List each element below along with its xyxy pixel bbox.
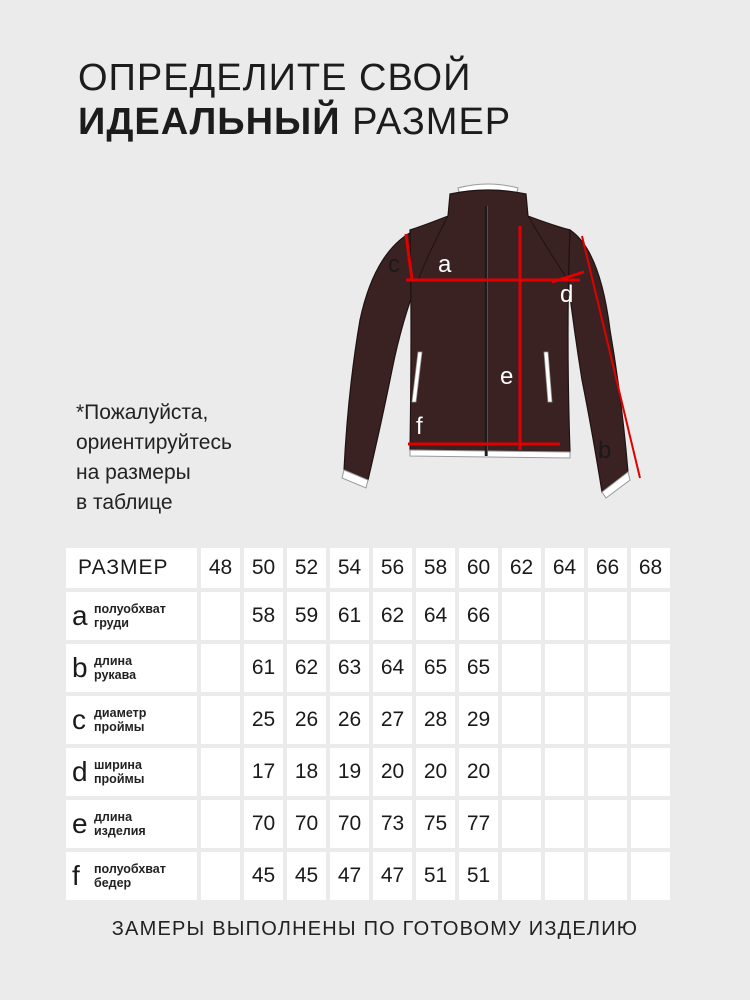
table-cell: 51 <box>459 852 498 900</box>
description-line: диаметр <box>94 706 147 720</box>
size-header-label: РАЗМЕР <box>66 548 197 588</box>
label-a: a <box>438 251 452 278</box>
left-sleeve <box>344 230 418 480</box>
table-cell <box>502 852 541 900</box>
table-cell: 19 <box>330 748 369 796</box>
measurement-description <box>94 706 146 734</box>
table-cell <box>631 748 670 796</box>
table-cell <box>502 644 541 692</box>
table-cell <box>545 852 584 900</box>
table-cell <box>545 800 584 848</box>
description-line: длина <box>94 654 133 668</box>
table-cell: 61 <box>330 592 369 640</box>
size-cell: 58 <box>416 548 455 588</box>
table-cell <box>588 592 627 640</box>
size-cell: 50 <box>244 548 283 588</box>
label-b: b <box>598 437 612 464</box>
table-cell <box>545 644 584 692</box>
size-cell: 62 <box>502 548 541 588</box>
jacket-diagram <box>330 180 660 500</box>
table-cell <box>588 852 627 900</box>
description-line: проймы <box>94 720 145 734</box>
description-line: изделия <box>94 824 146 838</box>
table-cell: 26 <box>287 696 326 744</box>
size-cell: 52 <box>287 548 326 588</box>
table-cell: 77 <box>459 800 498 848</box>
measurement-letter: c <box>72 704 86 735</box>
description-line: длина <box>94 810 133 824</box>
title-line-2 <box>78 100 511 144</box>
measurement-label <box>66 696 197 744</box>
table-cell <box>588 748 627 796</box>
measurement-description <box>94 654 136 682</box>
table-cell: 29 <box>459 696 498 744</box>
table-cell: 64 <box>373 644 412 692</box>
table-cell <box>588 800 627 848</box>
table-cell: 65 <box>459 644 498 692</box>
size-cell: 54 <box>330 548 369 588</box>
measurement-label <box>66 748 197 796</box>
size-cell: 66 <box>588 548 627 588</box>
note-line: на размеры <box>76 461 191 484</box>
table-cell <box>201 852 240 900</box>
table-cell <box>631 852 670 900</box>
table-cell <box>201 644 240 692</box>
table-cell: 18 <box>287 748 326 796</box>
measurement-label <box>66 644 197 692</box>
table-row <box>66 852 670 900</box>
table-cell <box>588 644 627 692</box>
size-header-row <box>66 548 670 588</box>
size-cell: 48 <box>201 548 240 588</box>
size-cell: 64 <box>545 548 584 588</box>
measurement-letter: b <box>72 652 88 683</box>
table-cell: 51 <box>416 852 455 900</box>
table-cell: 70 <box>287 800 326 848</box>
label-d: d <box>560 281 574 308</box>
title-rest: РАЗМЕР <box>340 101 512 143</box>
table-cell: 73 <box>373 800 412 848</box>
size-cell: 68 <box>631 548 670 588</box>
table-cell <box>201 592 240 640</box>
table-cell: 64 <box>416 592 455 640</box>
table-cell: 45 <box>287 852 326 900</box>
measurement-label <box>66 592 197 640</box>
table-cell <box>588 696 627 744</box>
label-c: c <box>388 251 400 278</box>
table-cell: 25 <box>244 696 283 744</box>
measurement-label <box>66 800 197 848</box>
description-line: полуобхват <box>94 602 166 616</box>
table-cell: 75 <box>416 800 455 848</box>
table-cell <box>631 696 670 744</box>
table-cell: 59 <box>287 592 326 640</box>
measurement-letter: f <box>72 860 80 891</box>
table-cell <box>201 800 240 848</box>
table-cell: 47 <box>330 852 369 900</box>
table-row <box>66 696 670 744</box>
measurement-letter: e <box>72 808 88 839</box>
table-cell <box>631 592 670 640</box>
measurement-letter: d <box>72 756 88 787</box>
hem-band <box>410 450 570 458</box>
table-cell: 28 <box>416 696 455 744</box>
table-cell: 70 <box>330 800 369 848</box>
table-cell: 70 <box>244 800 283 848</box>
table-cell <box>502 748 541 796</box>
table-row <box>66 748 670 796</box>
table-cell: 27 <box>373 696 412 744</box>
measurement-letter: a <box>72 600 88 631</box>
measurement-description <box>94 862 166 890</box>
description-line: рукава <box>94 668 137 682</box>
table-cell <box>631 644 670 692</box>
note-line: *Пожалуйста, <box>76 401 209 424</box>
table-row <box>66 800 670 848</box>
table-cell: 58 <box>244 592 283 640</box>
table-cell: 62 <box>287 644 326 692</box>
table-cell: 47 <box>373 852 412 900</box>
table-cell: 63 <box>330 644 369 692</box>
table-cell <box>201 748 240 796</box>
table-cell: 66 <box>459 592 498 640</box>
table-cell <box>545 696 584 744</box>
table-cell <box>502 592 541 640</box>
table-cell: 45 <box>244 852 283 900</box>
size-cell: 60 <box>459 548 498 588</box>
size-table-body <box>66 592 670 900</box>
note-line: ориентируйтесь <box>76 431 232 454</box>
label-f: f <box>416 413 423 440</box>
table-cell <box>502 800 541 848</box>
table-cell: 20 <box>373 748 412 796</box>
measurement-description <box>94 810 146 838</box>
table-cell: 20 <box>416 748 455 796</box>
title-bold-word: ИДЕАЛЬНЫЙ <box>78 101 341 143</box>
label-e: e <box>500 363 514 390</box>
size-table <box>62 544 674 904</box>
size-cell: 56 <box>373 548 412 588</box>
note-line: в таблице <box>76 491 173 514</box>
description-line: бедер <box>94 876 132 890</box>
table-cell <box>502 696 541 744</box>
table-cell: 62 <box>373 592 412 640</box>
table-row <box>66 592 670 640</box>
title-line-1: ОПРЕДЕЛИТЕ СВОЙ <box>78 57 472 99</box>
table-cell <box>631 800 670 848</box>
table-row <box>66 644 670 692</box>
table-cell <box>201 696 240 744</box>
footer-note: ЗАМЕРЫ ВЫПОЛНЕНЫ ПО ГОТОВОМУ ИЗДЕЛИЮ <box>111 918 639 940</box>
description-line: ширина <box>94 758 142 772</box>
table-cell: 17 <box>244 748 283 796</box>
size-note <box>76 398 232 518</box>
jacket-body <box>410 190 570 452</box>
table-cell <box>545 748 584 796</box>
measurement-description <box>94 758 144 786</box>
table-cell <box>545 592 584 640</box>
description-line: полуобхват <box>94 862 166 876</box>
measurement-description <box>94 602 166 630</box>
table-cell: 65 <box>416 644 455 692</box>
table-cell: 61 <box>244 644 283 692</box>
measurement-label <box>66 852 197 900</box>
description-line: груди <box>94 616 129 630</box>
table-cell: 20 <box>459 748 498 796</box>
table-cell: 26 <box>330 696 369 744</box>
description-line: проймы <box>94 772 145 786</box>
page-title <box>78 56 511 144</box>
